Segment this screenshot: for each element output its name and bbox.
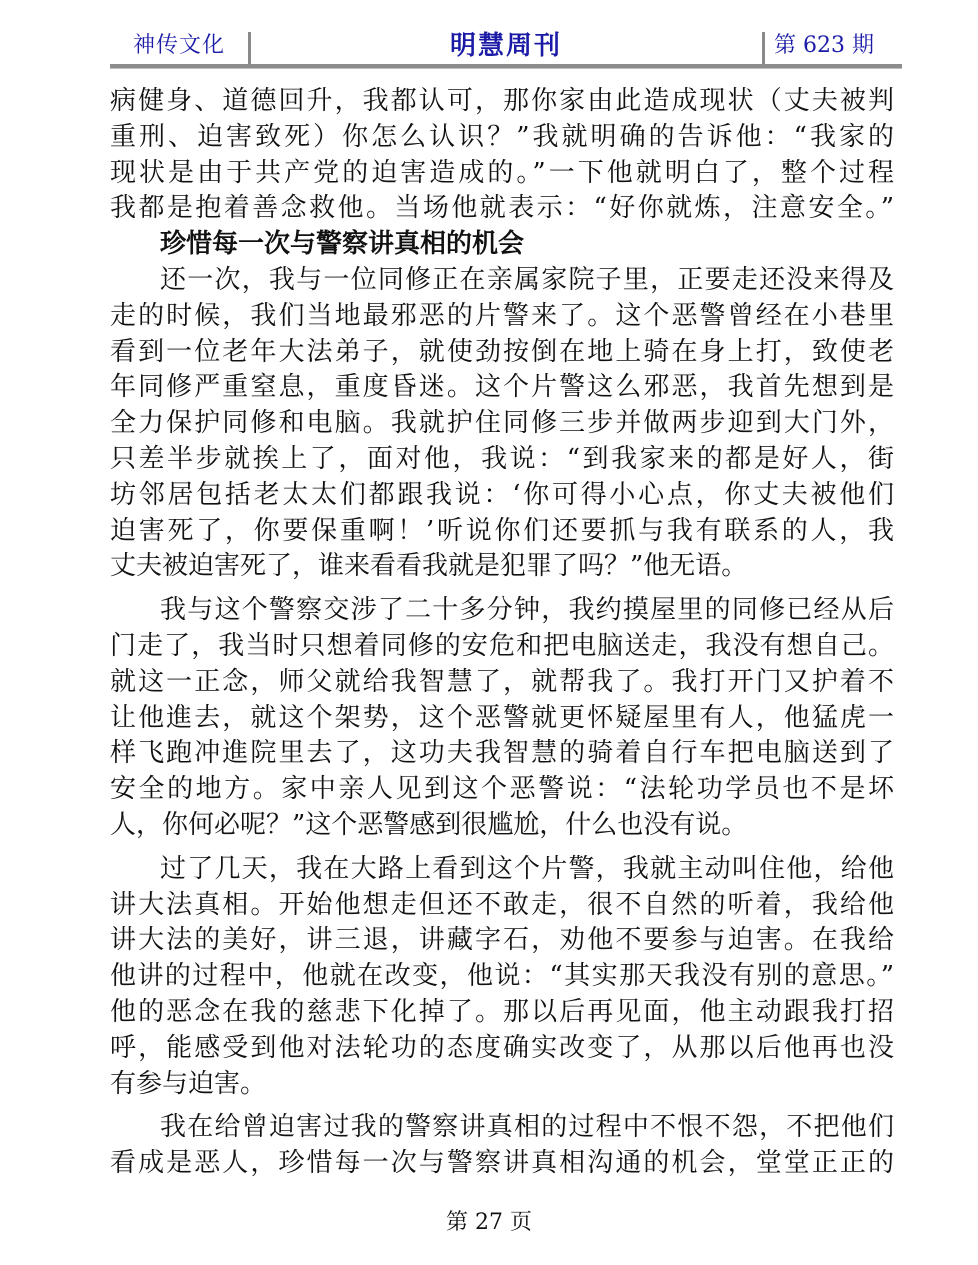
text-line: 呼，能感受到他对法轮功的态度确实改变了，从那以后他再也没: [110, 1032, 894, 1063]
paragraph-gap: [110, 844, 894, 852]
text-line: 走的时候，我们当地最邪恶的片警来了。这个恶警曾经在小巷里: [110, 300, 894, 331]
text-line: 安全的地方。家中亲人见到这个恶警说：“法轮功学员也不是坏: [110, 774, 894, 805]
header-publication-title: 明慧周刊: [449, 31, 562, 61]
page-header: [110, 26, 902, 66]
text-line: 还一次，我与一位同修正在亲属家院子里，正要走还没来得及: [160, 264, 894, 295]
text-line: 迫害死了，你要保重啊！’听说你们还要抓与我有联系的人，我: [110, 515, 894, 546]
text-line: 年同修严重窒息，重度昏迷。这个片警这么邪恶，我首先想到是: [110, 372, 894, 403]
paragraph-gap: [110, 1102, 894, 1110]
text-line: 重刑、迫害致死）你怎么认识？”我就明确的告诉他：“我家的: [110, 121, 894, 152]
paragraph-4: [110, 852, 894, 1103]
text-line: 他的恶念在我的慈悲下化掉了。那以后再见面，他主动跟我打招: [110, 996, 894, 1027]
section-subheading: 珍惜每一次与警察讲真相的机会: [160, 229, 525, 260]
text-line: 看到一位老年大法弟子，就使劲按倒在地上骑在身上打，致使老: [110, 336, 894, 367]
text-line: 他讲的过程中，他就在改变，他说：“其实那天我没有别的意思。”: [110, 961, 894, 992]
text-line: 丈夫被迫害死了，谁来看看我就是犯罪了吗？”他无语。: [110, 551, 748, 582]
text-line: 有参与迫害。: [110, 1068, 267, 1099]
paragraph-5: [110, 1110, 894, 1182]
text-line: 门走了，我当时只想着同修的安危和把电脑送走，我没有想自己。: [110, 630, 894, 661]
paragraph-1: [110, 84, 894, 227]
text-line: 我都是抱着善念救他。当场他就表示：“好你就炼，注意安全。”: [110, 193, 894, 224]
text-line: 现状是由于共产党的迫害造成的。”一下他就明白了，整个过程: [110, 157, 894, 188]
text-line: 只差半步就挨上了，面对他，我说：“到我家来的都是好人，街: [110, 443, 894, 474]
paragraph-2: [110, 263, 894, 585]
text-line: 看成是恶人，珍惜每一次与警察讲真相沟通的机会，堂堂正正的: [110, 1148, 894, 1179]
header-rule: [110, 64, 902, 69]
text-line: 我与这个警察交涉了二十多分钟，我约摸屋里的同修已经从后: [160, 595, 894, 626]
text-line: 过了几天，我在大路上看到这个片警，我就主动叫住他，给他: [160, 853, 894, 884]
text-line: 就这一正念，师父就给我智慧了，就帮我了。我打开门又护着不: [110, 666, 894, 697]
text-line: 让他進去，就这个架势，这个恶警就更怀疑屋里有人，他猛虎一: [110, 702, 894, 733]
text-line: 样飞跑冲進院里去了，这功夫我智慧的骑着自行车把电脑送到了: [110, 738, 894, 769]
header-section-name: 神传文化: [132, 33, 225, 58]
article-body: [110, 84, 894, 1182]
text-line: 讲大法的美好，讲三退，讲藏字石，劝他不要参与迫害。在我给: [110, 925, 894, 956]
paragraph-3: [110, 593, 894, 844]
text-line: 病健身、道德回升，我都认可，那你家由此造成现状（丈夫被判: [110, 86, 894, 116]
text-line: 我在给曾迫害过我的警察讲真相的过程中不恨不怨，不把他们: [160, 1112, 894, 1143]
text-line: 全力保护同修和电脑。我就护住同修三步并做两步迎到大门外，: [110, 408, 894, 439]
text-line: 坊邻居包括老太太们都跟我说：‘你可得小心点，你丈夫被他们: [110, 479, 894, 510]
paragraph-gap: [110, 585, 894, 593]
header-issue-number: 第 623 期: [774, 33, 874, 58]
text-line: 讲大法真相。开始他想走但还不敢走，很不自然的听着，我给他: [110, 889, 894, 920]
page-number: 第 27 页: [446, 1210, 532, 1235]
text-line: 人，你何必呢？”这个恶警感到很尴尬，什么也没有说。: [110, 809, 748, 840]
